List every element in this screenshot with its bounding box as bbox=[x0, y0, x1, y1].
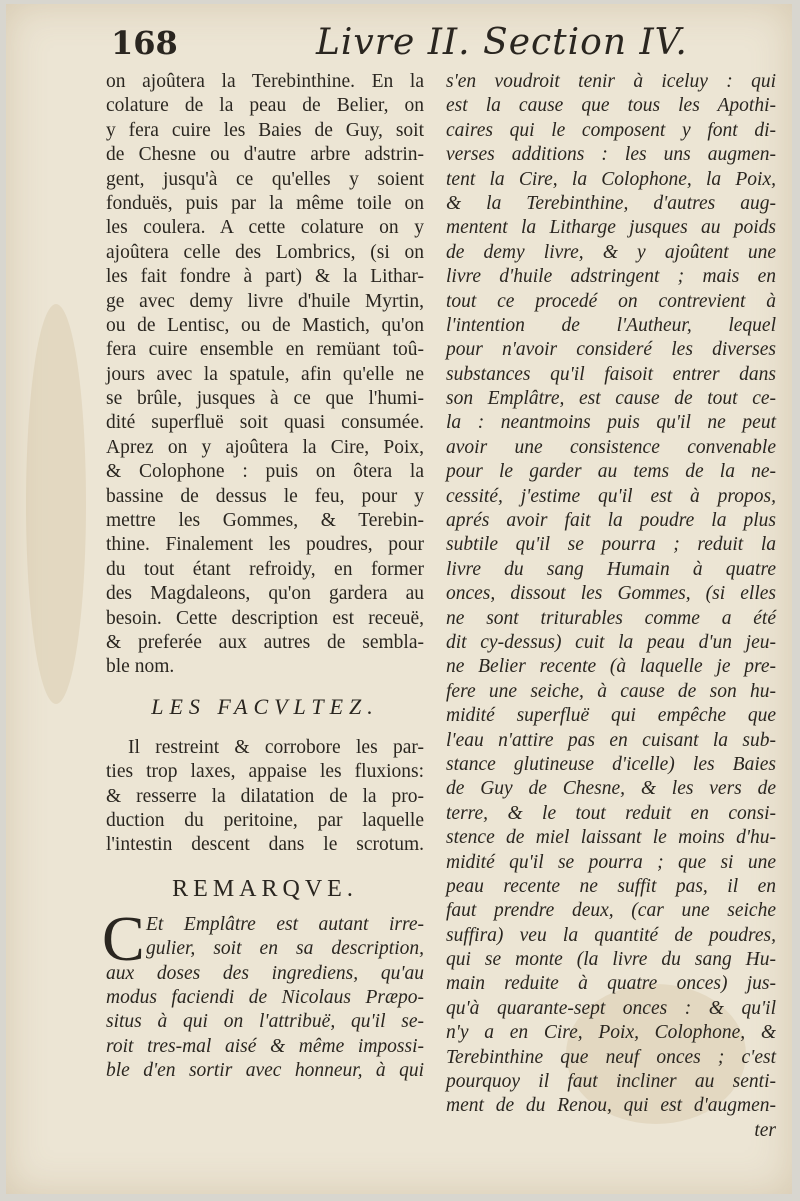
drop-capital: C bbox=[102, 902, 145, 974]
text-line: les fait fondre à part) & la Lithar- bbox=[106, 266, 424, 288]
text-line: dit cy-dessus) cuit la peau d'un jeu- bbox=[446, 631, 776, 653]
text-line: de Guy de Chesne, & les vers de bbox=[446, 778, 776, 800]
text-line: aux doses des ingrediens, qu'au bbox=[106, 962, 424, 984]
text-line: cessité, j'estime qu'il est à propos, bbox=[446, 485, 776, 507]
right-column bbox=[446, 70, 776, 1143]
text-line: suffira) veu la quantité de poudres, bbox=[446, 924, 776, 946]
running-title: Livre II. Section IV. bbox=[316, 22, 688, 63]
text-line: peau recente ne suffit pas, il en bbox=[446, 875, 776, 897]
remarque-text bbox=[106, 913, 424, 1084]
text-line: Et Emplâtre est autant irre- bbox=[146, 913, 424, 935]
text-line: avoir une consistence convenable bbox=[446, 436, 776, 458]
text-line: & resserre la dilatation de la pro- bbox=[106, 785, 424, 807]
left-column bbox=[102, 70, 424, 1083]
text-line: des Magdaleons, qu'on gardera au bbox=[106, 583, 424, 605]
text-line: jours avec la spatule, afin qu'elle ne bbox=[106, 363, 424, 385]
text-line: n'y a en Cire, Poix, Colophone, & bbox=[446, 1022, 776, 1044]
text-line: & preferée aux autres de sembla- bbox=[106, 631, 424, 653]
text-line: fere une seiche, à cause de son hu- bbox=[446, 680, 776, 702]
text-line: son Emplâtre, est cause de tout ce- bbox=[446, 388, 776, 410]
text-line: tent la Cire, la Colophone, la Poix, bbox=[446, 168, 776, 190]
text-line: ment de du Renou, qui est d'augmen- bbox=[446, 1095, 776, 1117]
text-line: de Chesne ou d'autre arbre adstrin- bbox=[106, 144, 424, 166]
text-line: la : neantmoins puis qu'il ne peut bbox=[446, 412, 776, 434]
text-line: mentent la Litharge jusques au poids bbox=[446, 217, 776, 239]
text-line: aprés avoir fait la poudre la plus bbox=[446, 510, 776, 532]
text-line: situs à qui on l'attribuë, qu'il se- bbox=[106, 1011, 424, 1033]
text-line: stance glutineuse d'icelle) les Baies bbox=[446, 753, 776, 775]
paper-stain bbox=[26, 304, 86, 704]
text-line: ne Belier recente (à laquelle je pre- bbox=[446, 656, 776, 678]
text-line: subtile qu'il se pourra ; reduit la bbox=[446, 534, 776, 556]
text-line: roit tres-mal aisé & même impossi- bbox=[106, 1035, 424, 1057]
section-heading-facultez: LES FACVLTEZ. bbox=[151, 693, 379, 719]
text-line: les coulera. A cette colature on y bbox=[106, 217, 424, 239]
text-line: Il restreint & corrobore les par- bbox=[128, 736, 424, 758]
text-line: modus faciendi de Nicolaus Præpo- bbox=[106, 986, 424, 1008]
text-line: pour n'avoir consideré les diverses bbox=[446, 339, 776, 361]
text-line: colature de la peau de Belier, on bbox=[106, 95, 424, 117]
text-line: Terebinthine que neuf onces ; c'est bbox=[446, 1046, 776, 1068]
text-line: est la cause que tous les Apothi- bbox=[446, 95, 776, 117]
text-line: s'en voudroit tenir à iceluy : qui bbox=[446, 71, 776, 92]
text-line: de demy livre, & y ajoûtent une bbox=[446, 241, 776, 263]
text-line: pour le garder au tems de la ne- bbox=[446, 461, 776, 483]
text-line: gulier, soit en sa description, bbox=[146, 938, 424, 960]
text-line: caires qui le composent y font di- bbox=[446, 119, 776, 141]
text-line: ble nom. bbox=[106, 656, 175, 678]
text-line: substances qu'il faisoit entrer dans bbox=[446, 363, 776, 385]
text-line: ajoûtera celle des Lombrics, (si on bbox=[106, 241, 424, 263]
text-line: ge avec demy livre d'huile Myrtin, bbox=[106, 290, 424, 312]
text-line: midité qu'il se pourra ; que si une bbox=[446, 851, 776, 873]
text-line: faut prendre deux, (car une seiche bbox=[446, 900, 776, 922]
text-line: terre, & le tout reduit en consi- bbox=[446, 802, 776, 824]
text-line: livre d'huile adstringent ; mais en bbox=[446, 266, 776, 288]
catchword: ter bbox=[754, 1119, 776, 1141]
text-line: pourquoy il faut incliner au senti- bbox=[446, 1071, 776, 1093]
text-line: gent, jusqu'à ce qu'elles y soient bbox=[106, 168, 424, 190]
text-line: fonduës, puis par la même toile on bbox=[106, 192, 424, 214]
book-page bbox=[6, 4, 792, 1194]
text-line: & la Terebinthine, d'autres aug- bbox=[446, 192, 776, 214]
left-body-text bbox=[106, 70, 424, 680]
page-number: 168 bbox=[111, 24, 178, 62]
text-line: besoin. Cette description est receuë, bbox=[106, 607, 424, 629]
facultez-text bbox=[106, 736, 424, 858]
text-line: ou de Lentisc, ou de Mastich, qu'on bbox=[106, 314, 424, 336]
text-line: ne sont triturables comme a été bbox=[446, 607, 776, 629]
right-body-text bbox=[446, 70, 776, 1119]
text-line: l'intention de l'Autheur, lequel bbox=[446, 314, 776, 336]
text-line: tout ce procedé on contrevient à bbox=[446, 290, 776, 312]
text-line: livre du sang Humain à quatre bbox=[446, 558, 776, 580]
text-line: Aprez on y ajoûtera la Cire, Poix, bbox=[106, 436, 424, 458]
text-line: dité superfluë soit quasi consumée. bbox=[106, 412, 424, 434]
text-line: onces, dissout les Gommes, (si elles bbox=[446, 583, 776, 605]
text-line: du tout étant refroidy, en former bbox=[106, 558, 424, 580]
text-line: y fera cuire les Baies de Guy, soit bbox=[106, 119, 424, 141]
text-line: thine. Finalement les poudres, pour bbox=[106, 534, 424, 556]
text-line: mettre les Gommes, & Terebin- bbox=[106, 510, 424, 532]
text-line: stence de miel laissant le moins d'hu- bbox=[446, 827, 776, 849]
text-line: ties trop laxes, appaise les fluxions: bbox=[106, 761, 424, 783]
text-line: midité superfluë qui empêche que bbox=[446, 705, 776, 727]
text-line: se brûle, jusques à ce que l'humi- bbox=[106, 388, 424, 410]
text-line: duction du peritoine, par laquelle bbox=[106, 809, 424, 831]
text-line: qui se monte (la livre du sang Hu- bbox=[446, 949, 776, 971]
section-heading-remarque: REMARQVE. bbox=[172, 875, 358, 902]
text-line: verses additions : les uns augmen- bbox=[446, 144, 776, 166]
remarque-block bbox=[102, 902, 424, 1084]
text-line: on ajoûtera la Terebinthine. En la bbox=[106, 71, 424, 92]
text-line: qu'à quarante-sept onces : & qu'il bbox=[446, 997, 776, 1019]
text-line: bassine de dessus le feu, pour y bbox=[106, 485, 424, 507]
text-line: l'intestin descent dans le scrotum. bbox=[106, 834, 424, 856]
text-line: l'eau n'attire pas en cuisant la sub- bbox=[446, 729, 776, 751]
text-line: & Colophone : puis on ôtera la bbox=[106, 461, 424, 483]
text-line: fera cuire ensemble en remüant toû- bbox=[106, 339, 424, 361]
text-line: main reduite à quatre onces) jus- bbox=[446, 973, 776, 995]
text-line: ble d'en sortir avec honneur, à qui bbox=[106, 1060, 424, 1082]
